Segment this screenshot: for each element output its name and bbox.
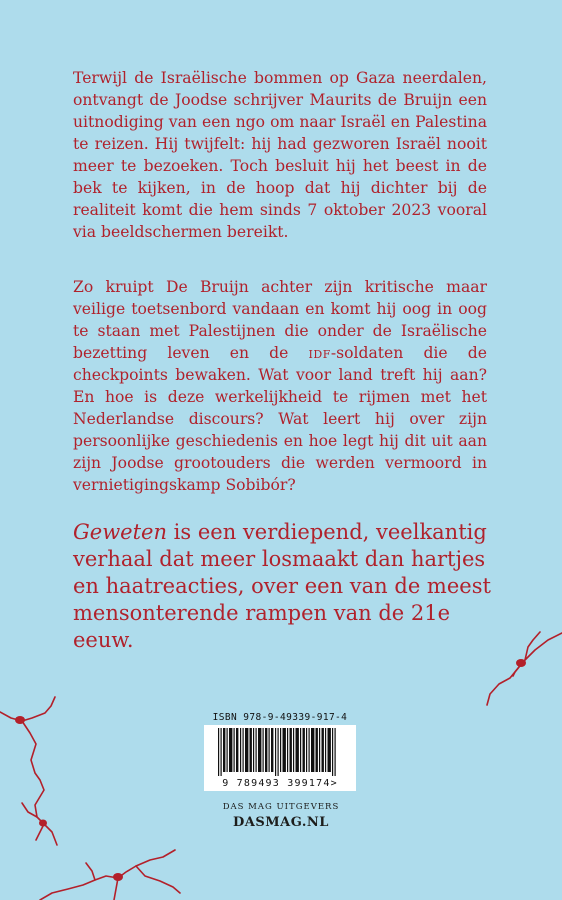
barcode-digits <box>204 778 356 790</box>
blurb-paragraph-2-start: Zo kruipt De Bruijn achter zijn kritische maar veilige toetsenbord vandaan en komt hij oog in oog te staan met Palestijnen die onder de Israëlische bezetting leven en de <box>73 278 487 362</box>
idf-abbreviation: idf <box>308 344 331 362</box>
blurb-paragraph-2-end: -soldaten die de checkpoints bewaken. Wat voor land treft hij aan? En hoe is deze werkelijkheid te rijmen met het Nederlandse discours? Wat leert hij over zijn persoonlijke geschiedenis en hoe legt hij dit uit aan zijn Joodse grootouders die werden vermoord in vernietigingskamp Sobibór? <box>73 344 487 494</box>
publisher-name: DAS MAG UITGEVERS <box>222 802 340 812</box>
tagline-text: is een verdiepend, veelkantig verhaal dat meer losmaakt dan hartjes en haatreacties, over een van de meest mensonterende rampen van de 21e eeuw. <box>73 520 491 652</box>
book-title-italic: Geweten <box>73 520 167 544</box>
barcode-block <box>204 712 356 791</box>
barcode-digits-group-1: 789493 <box>236 778 280 789</box>
isbn-label: ISBN 978-9-49339-917-4 <box>212 712 348 723</box>
publisher-url: DASMAG.NL <box>233 815 329 830</box>
blurb-paragraph-1: Terwijl de Israëlische bommen op Gaza neerdalen, ontvangt de Joodse schrijver Maurits de Bruijn een uitnodiging van een ngo om naar Israël en Palestina te reizen. Hij twijfelt: hij had gezworen Israël nooit meer te bezoeken. Toch besluit hij het beest in de bek te kijken, in de hoop dat hij dichter bij de realiteit komt die hem sinds 7 oktober 2023 vooral via beeldschermen bereikt. <box>73 69 487 241</box>
barcode-digits-group-2: 399174 <box>287 778 331 789</box>
barcode-end-marker: > <box>330 778 338 789</box>
barcode-bars <box>210 728 350 776</box>
barcode-digit-first: 9 <box>222 778 230 789</box>
